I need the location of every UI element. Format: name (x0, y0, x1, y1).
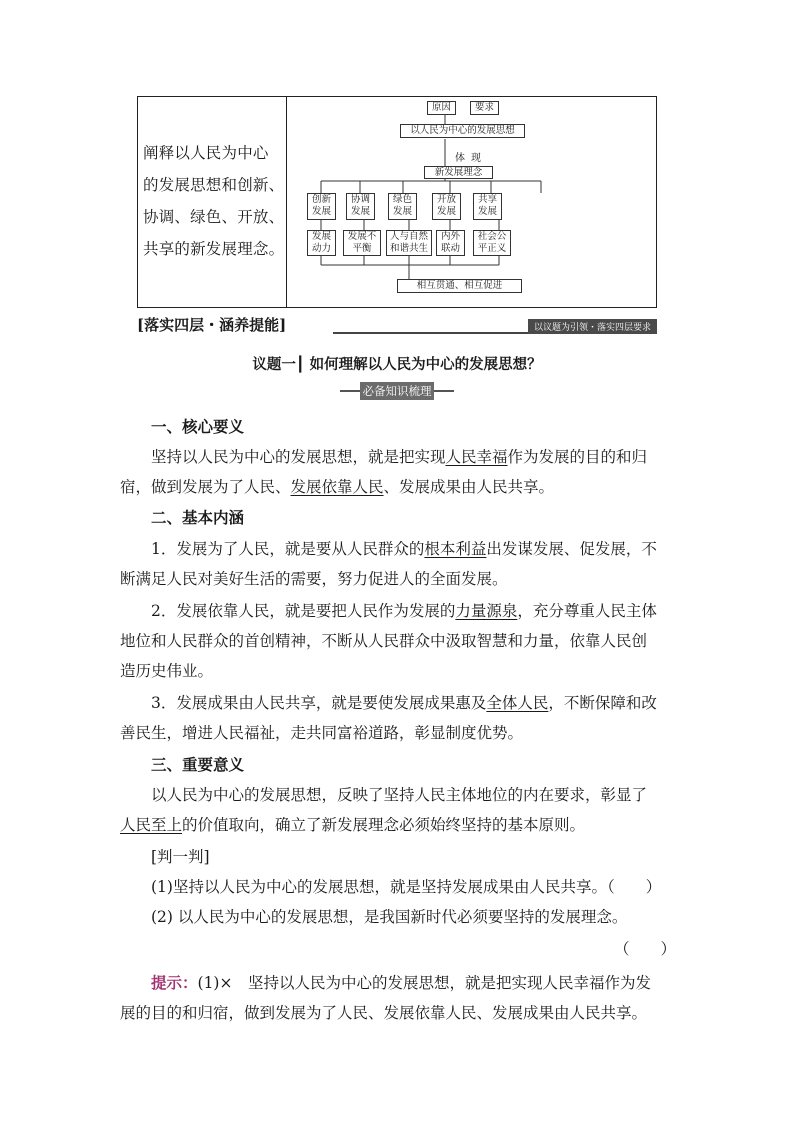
paragraph-core (120, 442, 680, 502)
text: ，充分尊重人民主体 (517, 602, 657, 620)
underlined-term: 发展依靠人民 (290, 478, 384, 496)
paragraph-for-people (120, 534, 680, 594)
box-green: 绿色 发展 (388, 193, 417, 220)
summary-table (137, 96, 657, 308)
text: 、发展成果由人民共享。 (383, 478, 555, 496)
box-reason: 原因 (427, 101, 456, 115)
heading-significance: 三、重要意义 (151, 755, 245, 774)
box-new-concept: 新发展理念 (424, 166, 493, 179)
underlined-term: 根本利益 (424, 540, 487, 558)
text: 出发谋发展、促发展，不 (486, 540, 657, 558)
heading-meaning: 二、基本内涵 (151, 508, 245, 527)
box-harmony: 人与自然 和谐共生 (386, 230, 432, 256)
box-driving-force: 发展 动力 (307, 230, 336, 256)
text: 善民生，增进人民福祉，走共同富裕道路，彰显制度优势。 (120, 724, 524, 742)
text: 宿，做到发展为了人民、 (120, 478, 291, 496)
text: ，不断保障和改 (548, 694, 657, 712)
question-1: (1)坚持以人民为中心的发展思想，就是坚持发展成果由人民共享。（ ） (151, 878, 662, 896)
text: 地位和人民群众的首创精神，不断从人民群众中汲取智慧和力量，依靠人民创 (120, 632, 648, 650)
judge-title: [判一判] (151, 848, 210, 866)
objective-text (143, 137, 285, 265)
concept-diagram (287, 97, 657, 307)
hint-paragraph (120, 968, 680, 1028)
box-openness: 开放 发展 (432, 193, 461, 220)
paragraph-significance (120, 780, 680, 840)
box-sharing: 共享 发展 (473, 193, 502, 220)
text: 断满足人民对美好生活的需要，努力促进人的全面发展。 (120, 570, 508, 588)
underlined-term: 力量源泉 (455, 602, 518, 620)
question-2-paren: （ ） (613, 940, 676, 958)
knowledge-badge (340, 382, 454, 400)
question-2: (2) 以人民为中心的发展思想，是我国新时代必须要坚持的发展理念。 (151, 908, 628, 926)
box-requirement: 要求 (470, 101, 499, 115)
text: 坚持以人民为中心的发展思想，就是把实现 (151, 448, 446, 466)
paragraph-by-people (120, 596, 680, 686)
badge-label: 必备知识梳理 (360, 382, 434, 400)
text: 造历史伟业。 (120, 662, 214, 680)
box-imbalance: 发展不 平衡 (343, 230, 381, 256)
paragraph-shared (120, 688, 680, 748)
text: 作为发展的目的和归 (507, 448, 648, 466)
text: 1．发展为了人民，就是要从人民群众的 (151, 540, 425, 558)
text: 2．发展依靠人民，就是要把人民作为发展的 (151, 602, 456, 620)
objective-line: 协调、绿色、开放、 (143, 208, 285, 226)
text: 以人民为中心的发展思想，反映了坚持人民主体地位的内在要求，彰显了 (151, 786, 648, 804)
objective-line: 共享的新发展理念。 (143, 240, 285, 258)
box-interconnection: 相互贯通、相互促进 (397, 279, 522, 293)
label-embody: 体现 (455, 153, 487, 164)
objective-line: 的发展思想和创新、 (143, 176, 285, 194)
heading-core: 一、核心要义 (151, 417, 245, 436)
box-justice: 社会公 平正义 (473, 230, 511, 256)
text: 展的目的和归宿，做到发展为了人民、发展依靠人民、发展成果由人民共享。 (120, 1004, 648, 1022)
hint-label: 提示： (151, 973, 198, 992)
underlined-term: 人民幸福 (445, 448, 508, 466)
box-people-centered: 以人民为中心的发展思想 (400, 124, 525, 138)
objective-line: 阐释以人民为中心 (143, 144, 269, 162)
text: 3．发展成果由人民共享，就是要使发展成果惠及 (151, 694, 487, 712)
section-header (137, 314, 657, 336)
box-coordination: 协调 发展 (346, 193, 375, 220)
section-tag: 以议题为引领・落实四层要求 (528, 319, 657, 334)
section-title: [落实四层・涵养提能] (137, 316, 287, 334)
underlined-term: 人民至上 (120, 816, 183, 834)
box-innovation: 创新 发展 (307, 193, 336, 220)
text: 的价值取向，确立了新发展理念必须始终坚持的基本原则。 (182, 816, 586, 834)
text: (1)× 坚持以人民为中心的发展思想，就是把实现人民幸福作为发 (197, 974, 651, 992)
issue-title: 议题一┃ 如何理解以人民为中心的发展思想？ (252, 356, 542, 373)
box-linkage: 内外 联动 (436, 230, 465, 256)
underlined-term: 全体人民 (486, 694, 549, 712)
